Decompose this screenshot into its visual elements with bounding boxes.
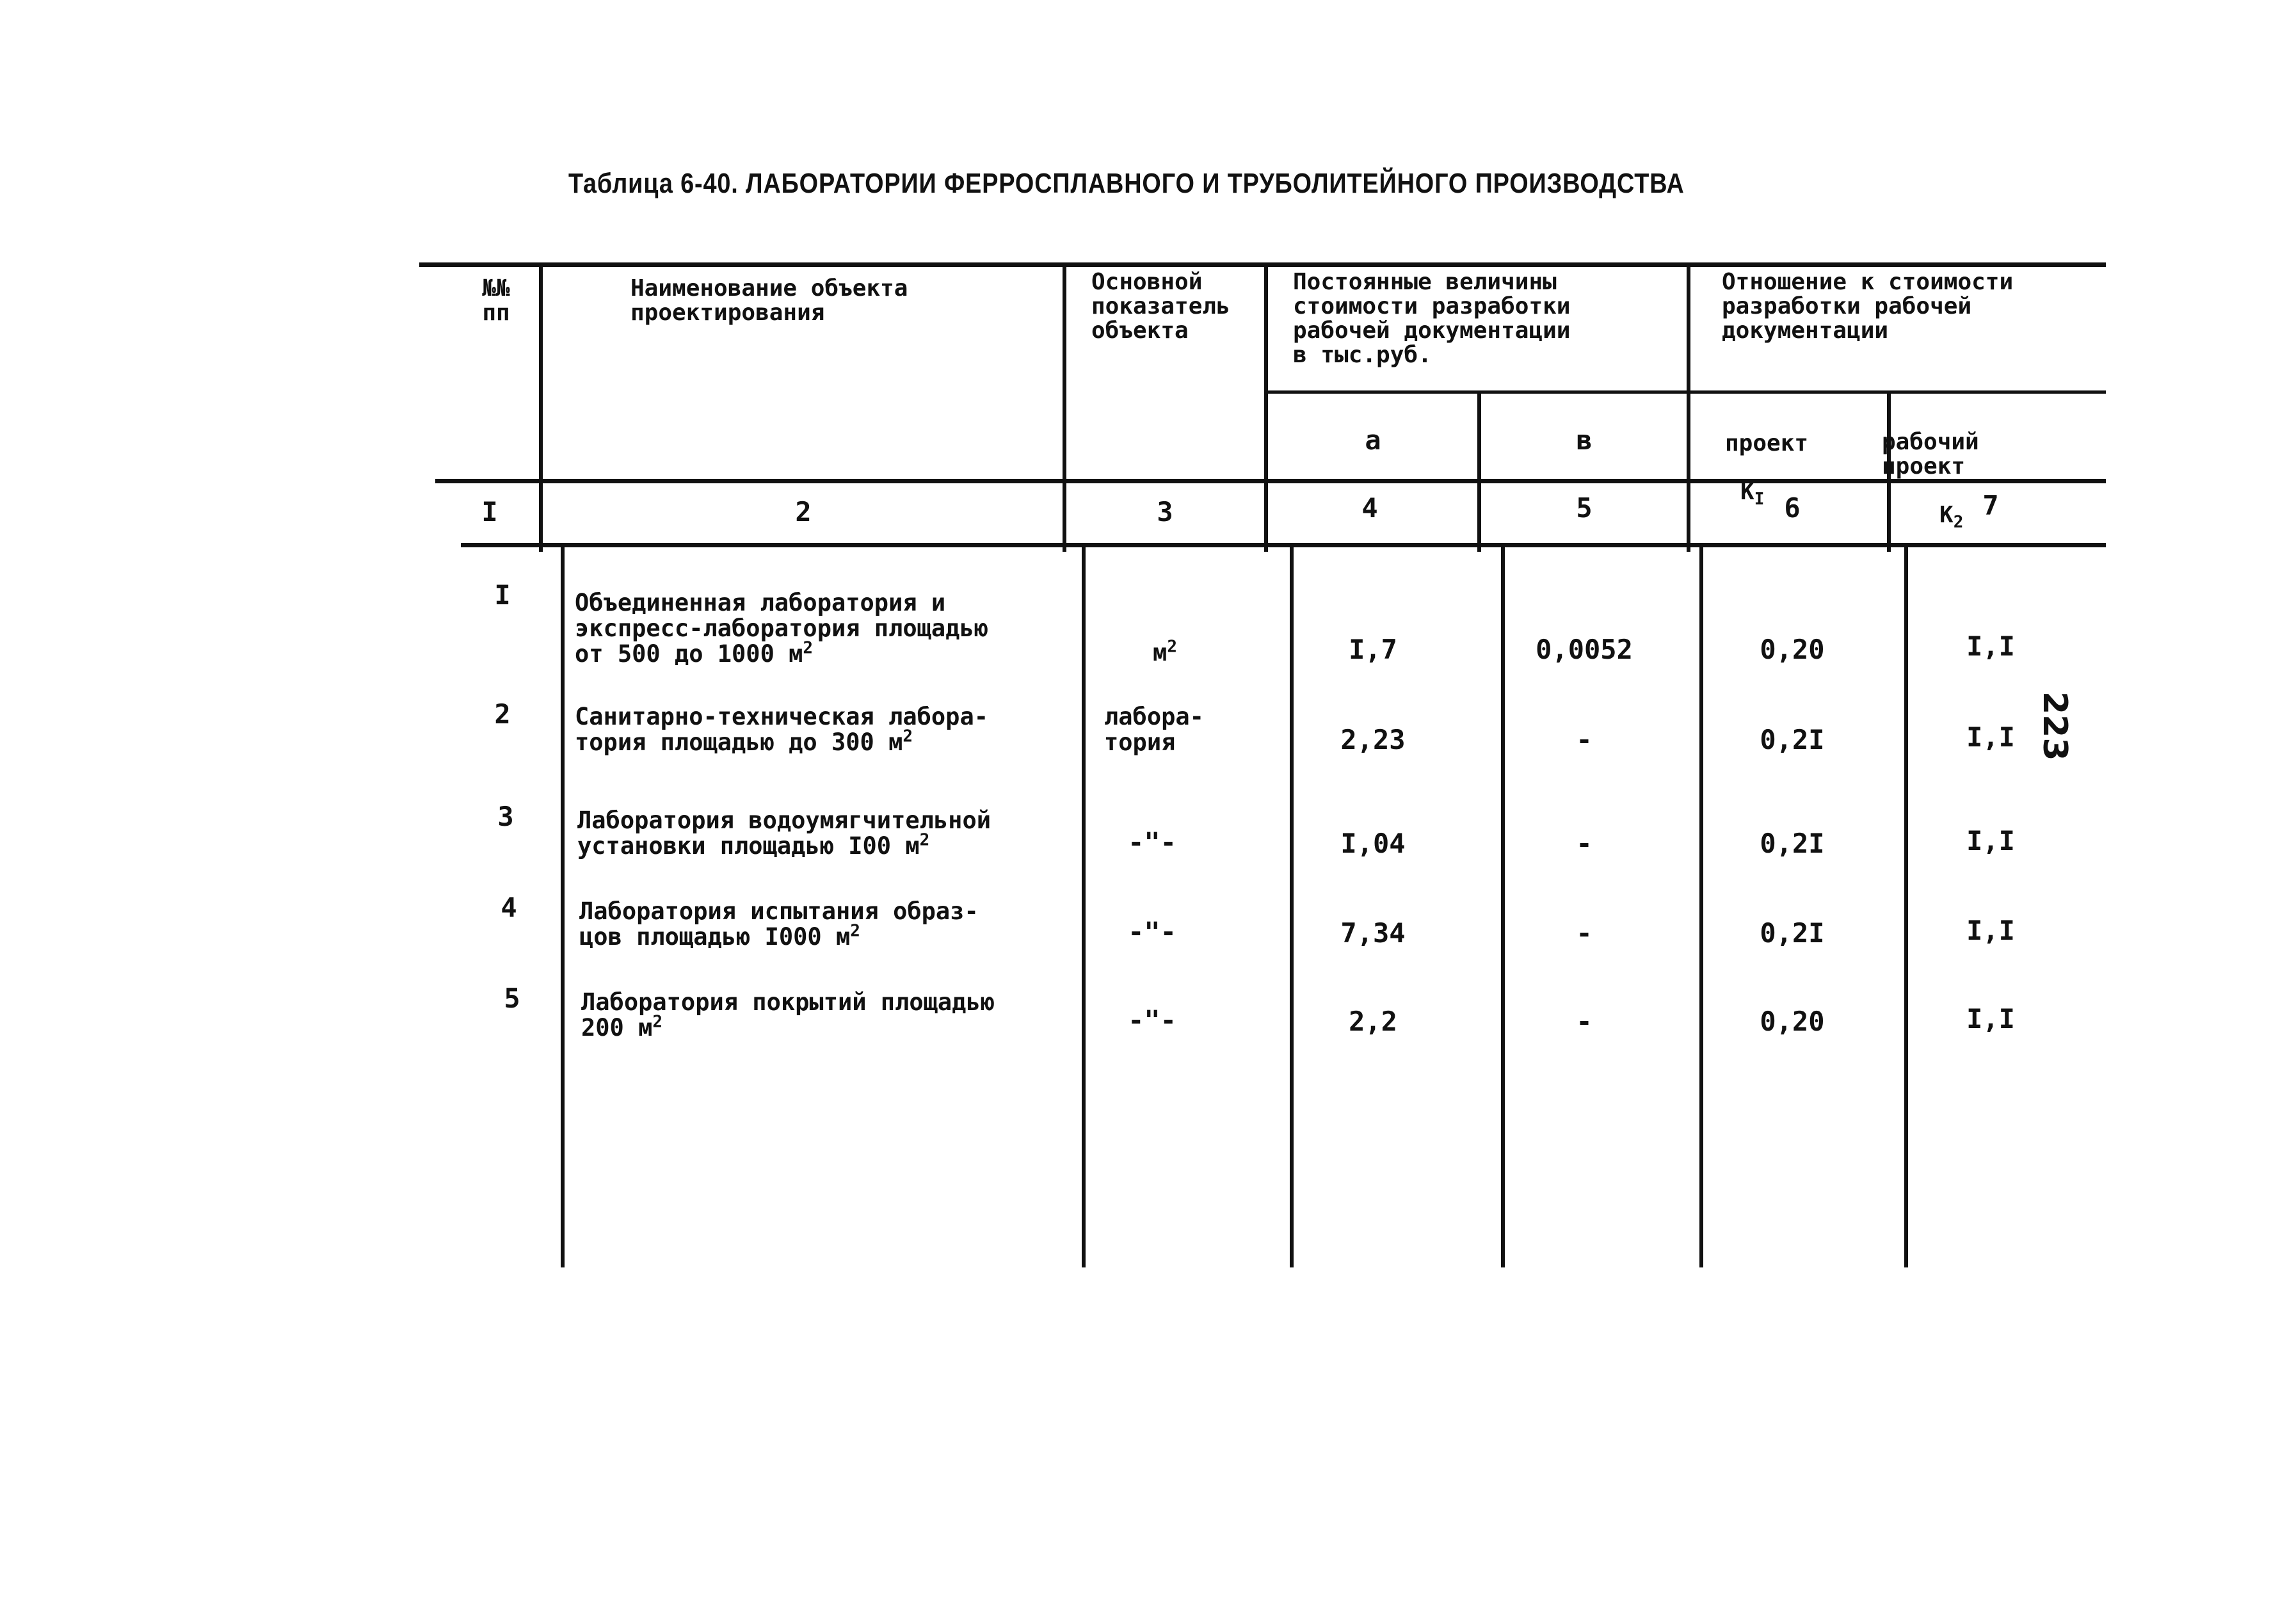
row-1-unit-text: м bbox=[1153, 639, 1168, 666]
row-2-k1: 0,2I bbox=[1760, 724, 1825, 755]
row-4-b: - bbox=[1576, 917, 1593, 949]
col-number-1: I bbox=[481, 496, 498, 527]
column-divider-1-lower bbox=[561, 544, 565, 1267]
row-3-name-text: Лаборатория водоумягчительной установки площадью I00 м bbox=[577, 807, 991, 860]
row-1-unit-sup: 2 bbox=[1167, 637, 1177, 657]
row-3-name-sup: 2 bbox=[919, 830, 930, 850]
row-2-b: - bbox=[1576, 724, 1593, 755]
column-divider-5 bbox=[1687, 264, 1690, 552]
header-main-indicator: Основной показатель объекта bbox=[1091, 269, 1230, 344]
col-number-3: 3 bbox=[1157, 496, 1173, 527]
header-cost-ratio: Отношение к стоимости разработки рабочей документации bbox=[1722, 269, 2014, 344]
row-5-b: - bbox=[1576, 1006, 1593, 1037]
column-divider-4 bbox=[1477, 392, 1481, 552]
row-5-unit: -"- bbox=[1128, 1004, 1176, 1036]
column-numbers-rule bbox=[461, 543, 2106, 547]
row-4-name-text: Лаборатория испытания образ- цов площадью I000 м bbox=[579, 897, 979, 951]
header-working-project-label: рабочий проект bbox=[1882, 429, 1979, 479]
row-2-name-sup: 2 bbox=[903, 727, 913, 746]
page-title: Таблица 6-40. ЛАБОРАТОРИИ ФЕРРОСПЛАВНОГО И ТРУБОЛИТЕЙНОГО ПРОИЗВОДСТВА bbox=[568, 168, 1685, 199]
row-5-name-text: Лаборатория покрытий площадью 200 м bbox=[581, 988, 995, 1041]
page-number: 223 bbox=[2035, 691, 2074, 761]
header-project-label: проект bbox=[1725, 430, 1809, 456]
row-5-k2: I,I bbox=[1966, 1003, 2015, 1034]
row-5-num: 5 bbox=[504, 983, 520, 1014]
column-divider-2-lower bbox=[1082, 544, 1086, 1267]
row-4-k1: 0,2I bbox=[1760, 917, 1825, 949]
row-1-name-sup: 2 bbox=[803, 638, 814, 658]
row-1-k2: I,I bbox=[1966, 631, 2015, 662]
header-project bbox=[1725, 407, 1809, 510]
row-2-num: 2 bbox=[494, 698, 511, 730]
col-number-6: 6 bbox=[1784, 492, 1801, 524]
row-4-name bbox=[579, 899, 979, 950]
row-2-k2: I,I bbox=[1966, 721, 2015, 753]
row-3-k1: 0,2I bbox=[1760, 828, 1825, 859]
header-k2-label: К bbox=[1939, 502, 1954, 528]
header-col-a: а bbox=[1365, 424, 1381, 456]
row-1-name bbox=[575, 590, 988, 667]
row-5-name bbox=[581, 990, 995, 1041]
row-1-k1: 0,20 bbox=[1760, 634, 1825, 665]
row-1-b: 0,0052 bbox=[1536, 634, 1633, 665]
row-4-unit: -"- bbox=[1128, 916, 1176, 947]
row-1-num: I bbox=[494, 579, 511, 611]
header-k1-label: К bbox=[1740, 479, 1754, 505]
row-1-a: I,7 bbox=[1349, 634, 1397, 665]
header-col-b: в bbox=[1576, 424, 1593, 456]
header-bottom-rule bbox=[435, 479, 2106, 483]
header-k2-subscript: 2 bbox=[1953, 513, 1964, 533]
col-number-5: 5 bbox=[1576, 492, 1593, 524]
column-divider-2 bbox=[1063, 264, 1066, 552]
column-divider-3 bbox=[1264, 264, 1268, 552]
row-1-unit bbox=[1088, 637, 1242, 666]
row-2-unit: лабора- тория bbox=[1104, 703, 1204, 756]
header-num: №№ пп bbox=[482, 275, 510, 326]
row-3-name bbox=[577, 808, 991, 859]
row-2-name-text: Санитарно-техническая лабора- тория площадью до 300 м bbox=[575, 703, 989, 756]
col-number-2: 2 bbox=[795, 496, 812, 527]
col-number-4: 4 bbox=[1361, 492, 1378, 524]
header-k1-subscript: I bbox=[1754, 490, 1765, 510]
row-2-a: 2,23 bbox=[1340, 724, 1406, 755]
row-3-unit: -"- bbox=[1128, 826, 1176, 858]
row-4-name-sup: 2 bbox=[850, 921, 860, 941]
row-3-a: I,04 bbox=[1340, 828, 1406, 859]
row-2-name bbox=[575, 704, 988, 755]
col-number-7: 7 bbox=[1982, 490, 1999, 521]
row-5-a: 2,2 bbox=[1349, 1006, 1397, 1037]
row-3-b: - bbox=[1576, 828, 1593, 859]
row-5-k1: 0,20 bbox=[1760, 1006, 1825, 1037]
row-4-k2: I,I bbox=[1966, 915, 2015, 946]
header-constant-values: Постоянные величины стоимости разработки рабочей документации в тыс.руб. bbox=[1293, 269, 1571, 368]
row-4-a: 7,34 bbox=[1340, 917, 1406, 949]
row-5-name-sup: 2 bbox=[652, 1012, 663, 1032]
column-divider-1 bbox=[539, 264, 543, 552]
row-3-k2: I,I bbox=[1966, 825, 2015, 856]
row-1-name-text: Объединенная лаборатория и экспресс-лаборатория площадью от 500 до 1000 м bbox=[575, 589, 989, 668]
table-top-rule bbox=[419, 262, 2106, 267]
header-object-name: Наименование объекта проектирования bbox=[630, 275, 908, 326]
row-4-num: 4 bbox=[501, 892, 517, 923]
row-3-num: 3 bbox=[497, 801, 514, 832]
